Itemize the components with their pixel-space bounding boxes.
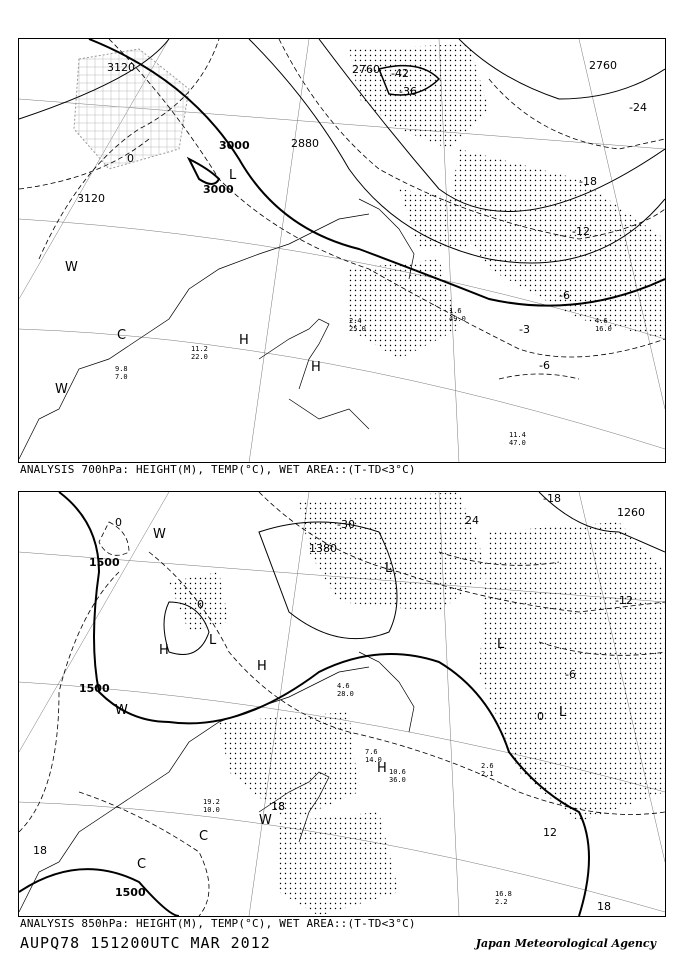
station-obs: 2.2 — [495, 898, 508, 906]
low-pressure-marker: L — [385, 561, 393, 576]
chart-identifier: AUPQ78 151200UTC MAR 2012 — [20, 934, 271, 952]
temp-label: -18 — [543, 492, 561, 505]
cold-marker: C — [117, 328, 127, 343]
height-label: 3000 — [219, 139, 250, 152]
station-obs: 19.2 — [203, 798, 220, 806]
cold-marker: C — [199, 829, 209, 844]
temp-label: -18 — [579, 175, 597, 188]
station-obs: 4.6 — [595, 317, 608, 325]
temp-label: 18 — [33, 844, 47, 857]
height-label: 3120 — [107, 61, 135, 74]
height-label: 3000 — [203, 183, 234, 196]
station-obs: 4.6 — [337, 682, 350, 690]
station-obs: 11.4 — [509, 431, 526, 439]
station-obs: 9.8 — [115, 365, 128, 373]
height-label: 2760 — [352, 63, 380, 76]
warm-marker: W — [55, 382, 68, 397]
station-obs: 1.6 — [449, 307, 462, 315]
height-label: 1500 — [115, 886, 146, 899]
cold-marker: C — [137, 857, 147, 872]
temp-label: 12 — [543, 826, 557, 839]
warm-marker: W — [153, 527, 166, 542]
low-pressure-marker: L — [209, 633, 217, 648]
low-pressure-marker: L — [497, 637, 505, 652]
temp-label: -30 — [337, 518, 355, 531]
temp-label: -36 — [399, 85, 417, 98]
warm-marker: W — [259, 813, 272, 828]
station-obs: 2.6 — [481, 762, 494, 770]
temp-label: -12 — [572, 225, 590, 238]
station-obs: 7.0 — [115, 373, 128, 381]
height-label: 2880 — [291, 137, 319, 150]
low-pressure-marker: L — [559, 705, 567, 720]
height-label: 3120 — [77, 192, 105, 205]
high-pressure-marker: H — [257, 659, 267, 674]
station-obs: 10.0 — [203, 806, 220, 814]
weather-map-700hpa — [19, 39, 665, 463]
wet-areas — [74, 44, 665, 359]
temp-label: 0 — [115, 516, 122, 529]
station-obs: 2.1 — [481, 770, 494, 778]
station-obs: 47.0 — [509, 439, 526, 447]
weather-map-850hpa — [19, 492, 665, 916]
station-obs: 2.4 — [349, 317, 362, 325]
caption-850hpa: ANALYSIS 850hPa: HEIGHT(M), TEMP(°C), WET AREA::(T-TD<3°C) — [20, 917, 416, 930]
station-obs: 49.0 — [449, 315, 466, 323]
temp-label: 18 — [271, 800, 285, 813]
height-label: 1500 — [79, 682, 110, 695]
height-label: 1500 — [89, 556, 120, 569]
temp-label: 0 — [127, 152, 134, 165]
station-obs: 14.0 — [365, 756, 382, 764]
station-obs: 7.6 — [365, 748, 378, 756]
height-label: 1260 — [617, 506, 645, 519]
high-pressure-marker: H — [239, 333, 249, 348]
low-pressure-marker: L — [229, 168, 237, 183]
station-obs: 36.0 — [389, 776, 406, 784]
warm-marker: W — [65, 260, 78, 275]
station-obs: 11.2 — [191, 345, 208, 353]
temp-label: 18 — [597, 900, 611, 913]
height-label: 2760 — [589, 59, 617, 72]
station-obs: 10.6 — [389, 768, 406, 776]
station-obs: 25.0 — [349, 325, 366, 333]
high-pressure-marker: H — [159, 643, 169, 658]
height-label: 1380 — [309, 542, 337, 555]
map-panel-850hpa — [18, 491, 666, 917]
temp-label: 24 — [465, 514, 479, 527]
warm-marker: W — [115, 703, 128, 718]
temp-label: -12 — [615, 594, 633, 607]
high-pressure-marker: H — [377, 761, 387, 776]
station-obs: 16.0 — [595, 325, 612, 333]
high-pressure-marker: H — [311, 360, 321, 375]
agency-name: Japan Meteorological Agency — [475, 937, 656, 950]
temp-label: -24 — [629, 101, 647, 114]
temp-label: 0 — [197, 598, 204, 611]
station-obs: 16.8 — [495, 890, 512, 898]
temp-label: -6 — [559, 289, 570, 302]
temp-label: -42 — [391, 67, 409, 80]
station-obs: 22.0 — [191, 353, 208, 361]
temp-label: -6 — [565, 668, 576, 681]
map-panel-700hpa — [18, 38, 666, 463]
wet-areas — [169, 492, 665, 916]
caption-700hpa: ANALYSIS 700hPa: HEIGHT(M), TEMP(°C), WET AREA::(T-TD<3°C) — [20, 463, 416, 476]
temp-label: -3 — [519, 323, 530, 336]
temp-label: 0 — [537, 710, 544, 723]
temp-label: -6 — [539, 359, 550, 372]
station-obs: 28.0 — [337, 690, 354, 698]
